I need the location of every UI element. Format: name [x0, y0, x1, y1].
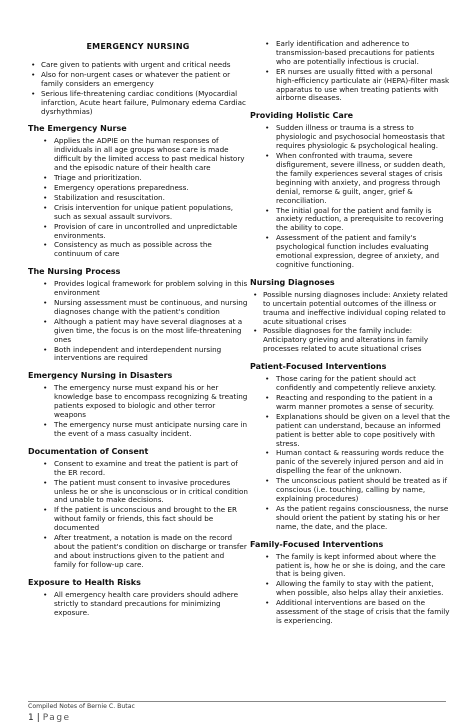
patient-focused-section: [250, 362, 450, 531]
list-item: • Serious life-threatening cardiac conditions (Myocardial infarction, Acute heart failure, Pulmonary edema Cardiac dysrhythmias): [28, 90, 248, 117]
list-item: • Nursing assessment must be continuous, and nursing diagnoses change with the patient's condition: [28, 299, 248, 317]
page-number-separator: |: [36, 713, 40, 723]
list-item: • After treatment, a notation is made on the record about the patient's condition on discharge or transfer and about instructions given to the patient and family for follow-up care.: [28, 534, 248, 570]
right-column: [250, 40, 450, 634]
list-item: • Early identification and adherence to transmission-based precautions for patients who are potentially infectious is crucial.: [250, 40, 450, 67]
left-column: [28, 42, 248, 625]
intro-list: [28, 61, 248, 116]
list-item: • All emergency health care providers should adhere strictly to standard precautions for minimizing exposure.: [28, 591, 248, 618]
section-heading: Emergency Nursing in Disasters: [28, 371, 173, 381]
disasters-list: [28, 384, 248, 438]
health-risks-list: [28, 591, 248, 618]
list-item: • When confronted with trauma, severe disfigurement, severe illness, or sudden death, the family experiences several stages of crisis beginning with anxiety, and progress through denial, remorse & guilt, anger, grief & reconciliation.: [250, 152, 450, 205]
footer-divider: [28, 701, 446, 702]
holistic-care-section: [250, 111, 450, 270]
document-title: EMERGENCY NURSING: [86, 42, 190, 51]
list-item: • Stabilization and resuscitation.: [28, 194, 248, 203]
consent-list: [28, 460, 248, 570]
emergency-nurse-section: [28, 124, 248, 259]
family-focused-list: [250, 553, 450, 626]
list-item: • Provision of care in uncontrolled and unpredictable environments.: [28, 223, 248, 241]
nursing-process-list: [28, 280, 248, 363]
list-item: • Sudden illness or trauma is a stress to physiologic and psychosocial homeostasis that requires physiologic & psychological healing.: [250, 124, 450, 151]
consent-section: [28, 447, 248, 570]
list-item: • Consent to examine and treat the patient is part of the ER record.: [28, 460, 248, 478]
list-item: • Those caring for the patient should act confidently and competently relieve anxiety.: [250, 375, 450, 393]
section-heading: Patient-Focused Interventions: [250, 362, 387, 372]
section-heading: Nursing Diagnoses: [250, 277, 335, 287]
list-item: • The patient must consent to invasive procedures unless he or she is unconscious or in critical condition and unable to make decisions.: [28, 479, 248, 506]
list-item: • Consistency as much as possible across the continuum of care: [28, 241, 248, 259]
list-item: • Although a patient may have several diagnoses at a given time, the focus is on the most life-threatening ones: [28, 318, 248, 345]
list-item: • Allowing the family to stay with the patient, when possible, also helps allay their anxieties.: [250, 580, 450, 598]
nursing-process-section: [28, 267, 248, 363]
list-item: • ER nurses are usually fitted with a personal high-efficiency particulate air (HEPA)-filter mask apparatus to use when treating patients with airborne diseases.: [250, 68, 450, 104]
section-heading: Providing Holistic Care: [250, 111, 354, 121]
list-item: • The initial goal for the patient and family is anxiety reduction, a prerequisite to recovering the ability to cope.: [250, 207, 450, 234]
list-item: • Emergency operations preparedness.: [28, 184, 248, 193]
list-item: • The emergency nurse must expand his or her knowledge base to encompass recognizing & treating patients exposed to biologic and other terror weapons: [28, 384, 248, 420]
list-item: • Assessment of the patient and family's psychological function includes evaluating emotional expression, degree of anxiety, and cognitive functioning.: [250, 234, 450, 270]
list-item: • Explanations should be given on a level that the patient can understand, because an informed patient is better able to cope positively with stress.: [250, 413, 450, 449]
list-item: • Possible nursing diagnoses include: Anxiety related to uncertain potential outcomes of the illness or trauma and ineffective individual coping related to acute situational crises: [250, 291, 450, 327]
holistic-care-list: [250, 124, 450, 270]
list-item: • The unconscious patient should be treated as if conscious (i.e. touching, calling by name, explaining procedures): [250, 477, 450, 504]
list-item: • Also for non-urgent cases or whatever the patient or family considers an emergency: [28, 71, 248, 89]
nursing-diagnoses-list: [250, 291, 450, 354]
disasters-section: [28, 371, 248, 438]
health-risks-section: [28, 578, 248, 618]
nursing-diagnoses-section: [250, 278, 450, 354]
list-item: • Applies the ADPIE on the human responses of individuals in all age groups whose care is made difficult by the limited access to past medical history and the episodic nature of their health care: [28, 137, 248, 173]
precautions-list: [250, 40, 450, 103]
list-item: • Human contact & reassuring words reduce the panic of the severely injured person and aid in dispelling the fear of the unknown.: [250, 449, 450, 476]
list-item: • Crisis intervention for unique patient populations, such as sexual assault survivors.: [28, 204, 248, 222]
section-heading: The Emergency Nurse: [28, 124, 127, 134]
section-heading: Exposure to Health Risks: [28, 577, 141, 587]
intro-section: [28, 61, 248, 116]
list-item: • If the patient is unconscious and brought to the ER without family or friends, this fact should be documented: [28, 506, 248, 533]
list-item: • The family is kept informed about where the patient is, how he or she is doing, and the care that is being given.: [250, 553, 450, 580]
emergency-nurse-list: [28, 137, 248, 259]
list-item: • Triage and prioritization.: [28, 174, 248, 183]
section-heading: Documentation of Consent: [28, 446, 149, 456]
page-label: Page: [42, 713, 71, 723]
list-item: • Both independent and interdependent nursing interventions are required: [28, 346, 248, 364]
list-item: • Reacting and responding to the patient in a warm manner promotes a sense of security.: [250, 394, 450, 412]
section-heading: Family-Focused Interventions: [250, 539, 384, 549]
patient-focused-list: [250, 375, 450, 531]
list-item: • Additional interventions are based on the assessment of the stage of crisis that the family is experiencing.: [250, 599, 450, 626]
list-item: • Possible diagnoses for the family include: Anticipatory grieving and alterations in family processes related to acute situational crises: [250, 327, 450, 354]
list-item: • Provides logical framework for problem solving in this environment: [28, 280, 248, 298]
section-heading: The Nursing Process: [28, 267, 121, 277]
list-item: • As the patient regains consciousness, the nurse should orient the patient by stating his or her name, the date, and the place.: [250, 505, 450, 532]
page-number: [28, 713, 71, 723]
footer-note: Compiled Notes of Bernie C. Butac: [28, 703, 135, 710]
family-focused-section: [250, 540, 450, 626]
page-number-value: 1: [28, 713, 34, 723]
list-item: • The emergency nurse must anticipate nursing care in the event of a mass casualty incident.: [28, 421, 248, 439]
list-item: • Care given to patients with urgent and critical needs: [28, 61, 248, 70]
precautions-continued: [250, 40, 450, 103]
